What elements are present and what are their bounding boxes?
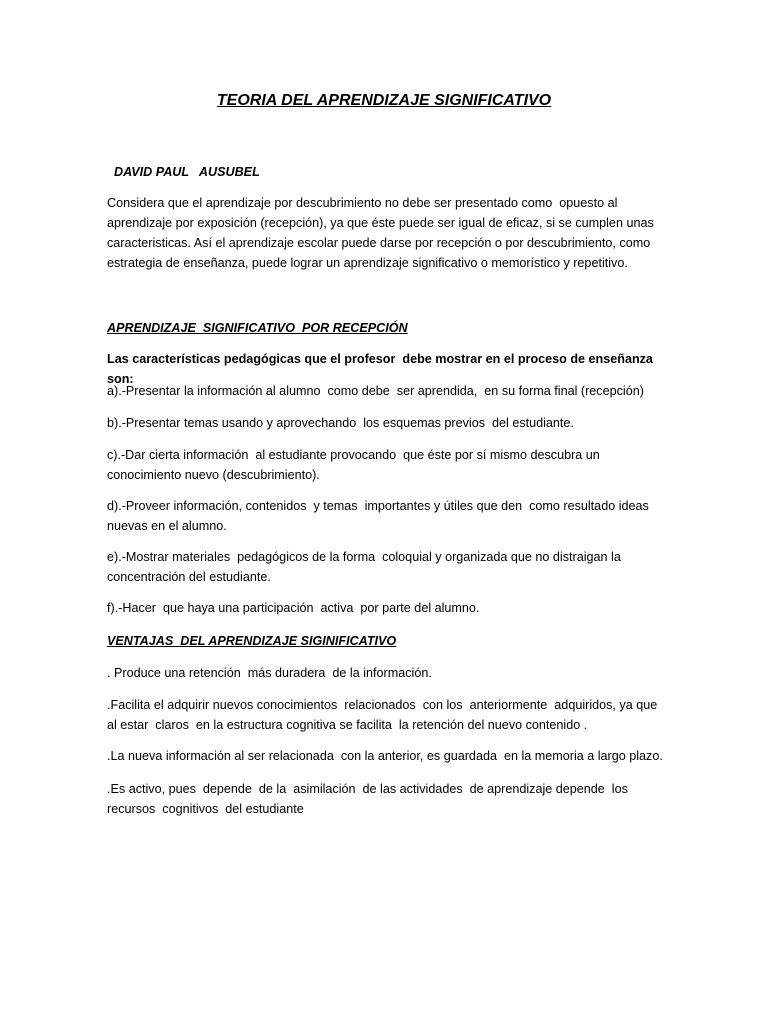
author-name: DAVID PAUL AUSUBEL — [114, 165, 260, 179]
list-item: e).-Mostrar materiales pedagógicos de la forma coloquial y organizada que no distraigan la concentración del estudiante. — [107, 550, 625, 584]
section-heading-recepcion: APRENDIZAJE SIGNIFICATIVO POR RECEPCIÓN — [107, 321, 408, 335]
list-item: .La nueva información al ser relacionada con la anterior, es guardada en la memoria a largo plazo. — [107, 749, 663, 763]
list-item: b).-Presentar temas usando y aprovechando los esquemas previos del estudiante. — [107, 416, 574, 430]
list-item: c).-Dar cierta información al estudiante provocando que éste por sí mismo descubra un conocimiento nuevo (descubrimiento). — [107, 448, 604, 482]
intro-paragraph: Considera que el aprendizaje por descubrimiento no debe ser presentado como opuesto al aprendizaje por exposición (recepción), ya que éste puede ser igual de eficaz, si se cumplen unas caracteristicas. Así el aprendizaje escolar puede darse por recepción o por descubrimiento, como estrategia de enseñanza, puede lograr un aprendizaje significativo o memorístico y repetitivo. — [107, 196, 658, 270]
list-item: . Produce una retención más duradera de la información. — [107, 666, 432, 680]
list-item: .Facilita el adquirir nuevos conocimientos relacionados con los anteriormente adquiridos, ya que al estar claros en la estructura cognitiva se facilita la retención del nuevo contenido . — [107, 698, 661, 732]
list-item: .Es activo, pues depende de la asimilación de las actividades de aprendizaje depende los recursos cognitivos del estudiante — [107, 782, 632, 816]
list-item: d).-Proveer información, contenidos y temas importantes y útiles que den como resultado ideas nuevas en el alumno. — [107, 499, 653, 533]
list-item: f).-Hacer que haya una participación activa por parte del alumno. — [107, 601, 480, 615]
list-item: a).-Presentar la información al alumno como debe ser aprendida, en su forma final (recepción) — [107, 384, 644, 398]
section-lead: Las características pedagógicas que el profesor debe mostrar en el proceso de enseñanza son: — [107, 352, 660, 386]
section-heading-ventajas: VENTAJAS DEL APRENDIZAJE SIGINIFICATIVO — [107, 634, 397, 648]
document-title: TEORIA DEL APRENDIZAJE SIGNIFICATIVO — [216, 92, 552, 109]
